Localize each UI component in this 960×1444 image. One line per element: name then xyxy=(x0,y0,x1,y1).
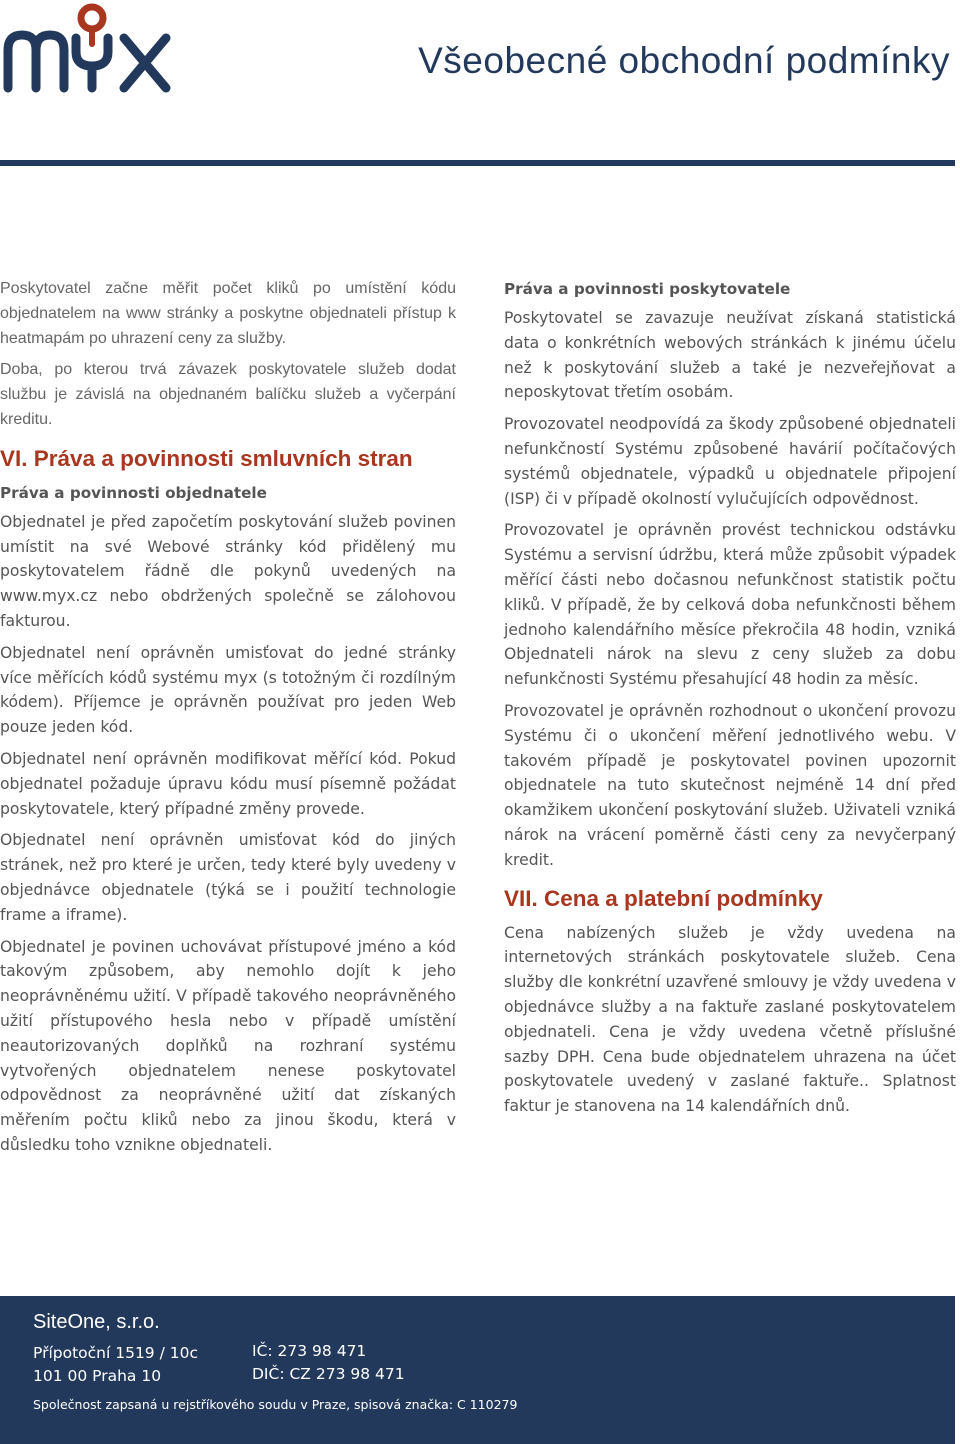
price-paragraph: Cena nabízených služeb je vždy uvedena na internetových stránkách poskytovatele služeb. Cena služby dle konkrétní uzavřené smlouvy je vždy uvedena v objednávce služby a na faktuře zaslané poskytovatelem objednateli. Cena je vždy uvedena včetně příslušné sazby DPH. Cena bude objednatelem uhrazena na účet poskytovatele uvedený v zaslané faktuře.. Splatnost faktur je stanovena na 14 kalendářních dnů. xyxy=(504,923,956,1116)
client-paragraph-5: Objednatel je povinen uchovávat přístupové jméno a kód takovým způsobem, aby nemohlo dojít k jeho neoprávněnému užití. V případě takového neoprávněného užití přístupového hesla nebo v případě umístění neautorizovaných doplňků na rozhraní systému vytvořených objednatelem nenese poskytovatel odpovědnost za neoprávněné užití dat získaných měřením počtu kliků nebo za jinou škodu, která v důsledku toho vznikne objednateli. xyxy=(0,937,456,1154)
document-title: Všeobecné obchodní podmínky xyxy=(418,40,950,81)
client-paragraph-3: Objednatel není oprávněn modifikovat měřící kód. Pokud objednatel požaduje úpravu kódu musí písemně požádat poskytovatele, který případné změny provede. xyxy=(0,749,456,818)
header-divider xyxy=(0,160,955,166)
footer-company-name: SiteOne, s.r.o. xyxy=(33,1311,160,1333)
provider-paragraph-4: Provozovatel je oprávněn rozhodnout o ukončení provozu Systému či o ukončení měření jednotlivého webu. V takovém případě je poskytovatel povinen upozornit objednatele na tuto skutečnost nejméně 14 dní před okamžikem ukončení poskytování služeb. Uživateli vzniká nárok na vrácení poměrně části ceny za nevyčerpaný kredit. xyxy=(504,701,956,869)
left-column xyxy=(0,277,456,1165)
subheading-client-rights: Práva a povinnosti objednatele xyxy=(0,483,267,502)
footer-registration: Společnost zapsaná u rejstříkového soudu v Praze, spisová značka: C 110279 xyxy=(33,1397,518,1412)
myx-logo xyxy=(0,0,186,95)
section-heading-vi: VI. Práva a povinnosti smluvních stran xyxy=(0,445,413,471)
subheading-provider-rights: Práva a povinnosti poskytovatele xyxy=(504,280,791,298)
intro-paragraph-1: Poskytovatel začne měřit počet kliků po umístění kódu objednatelem na www stránky a poskytne objednateli přístup k heatmapám po uhrazení ceny za služby. xyxy=(0,280,456,347)
right-column xyxy=(504,277,956,1126)
provider-paragraph-3: Provozovatel je oprávněn provést technickou odstávku Systému a servisní údržbu, která může způsobit výpadek měřící části nebo dočasnou nefunkčnost statistik počtu kliků. V případě, že by celková doba nefunkčnosti během jednoho kalendářního měsíce překročila 48 hodin, vzniká Objednateli nárok na slevu z ceny služeb za dobu nefunkčnosti Systému přesahující 48 hodin za měsíc. xyxy=(504,521,956,689)
footer-street: Přípotoční 1519 / 10c xyxy=(33,1344,198,1362)
intro-paragraph-2: Doba, po kterou trvá závazek poskytovatele služeb dodat službu je závislá na objednaném balíčku služeb a vyčerpání kreditu. xyxy=(0,361,456,428)
footer xyxy=(0,1296,955,1444)
client-paragraph-4: Objednatel není oprávněn umisťovat kód do jiných stránek, než pro které je určen, tedy které byly uvedeny v objednávce objednatele (týká se i použití technologie frame a iframe). xyxy=(0,831,456,924)
client-paragraph-2: Objednatel není oprávněn umisťovat do jedné stránky více měřících kódů systému myx (s totožným či rozdílným kódem). Příjemce je oprávněn používat pro jeden Web pouze jeden kód. xyxy=(0,643,456,737)
footer-ic: IČ: 273 98 471 xyxy=(252,1342,367,1360)
provider-paragraph-1: Poskytovatel se zavazuje neužívat získaná statistická data o konkrétních webových stránkách k jinému účelu než k poskytování služeb a také je nezveřejňovat a neposkytovat třetím osobám. xyxy=(504,309,956,402)
section-heading-vii: VII. Cena a platební podmínky xyxy=(504,885,823,911)
footer-address xyxy=(33,1342,198,1388)
footer-ids xyxy=(252,1340,405,1386)
footer-dic: DIČ: CZ 273 98 471 xyxy=(252,1365,405,1383)
footer-city: 101 00 Praha 10 xyxy=(33,1367,162,1385)
client-paragraph-1: Objednatel je před započetím poskytování služeb povinen umístit na své Webové stránky kód přidělený mu poskytovatelem řádně dle pokynů uvedených na www.myx.cz nebo obdržených společně se zálohovou fakturou. xyxy=(0,512,456,630)
provider-paragraph-2: Provozovatel neodpovídá za škody způsobené objednateli nefunkčností Systému způsobené havárií počítačových systémů objednatele, výpadků u objednatele připojení (ISP) či v případě okolností vylučujících odpovědnost. xyxy=(504,415,956,508)
myx-logo-mark xyxy=(0,0,186,95)
